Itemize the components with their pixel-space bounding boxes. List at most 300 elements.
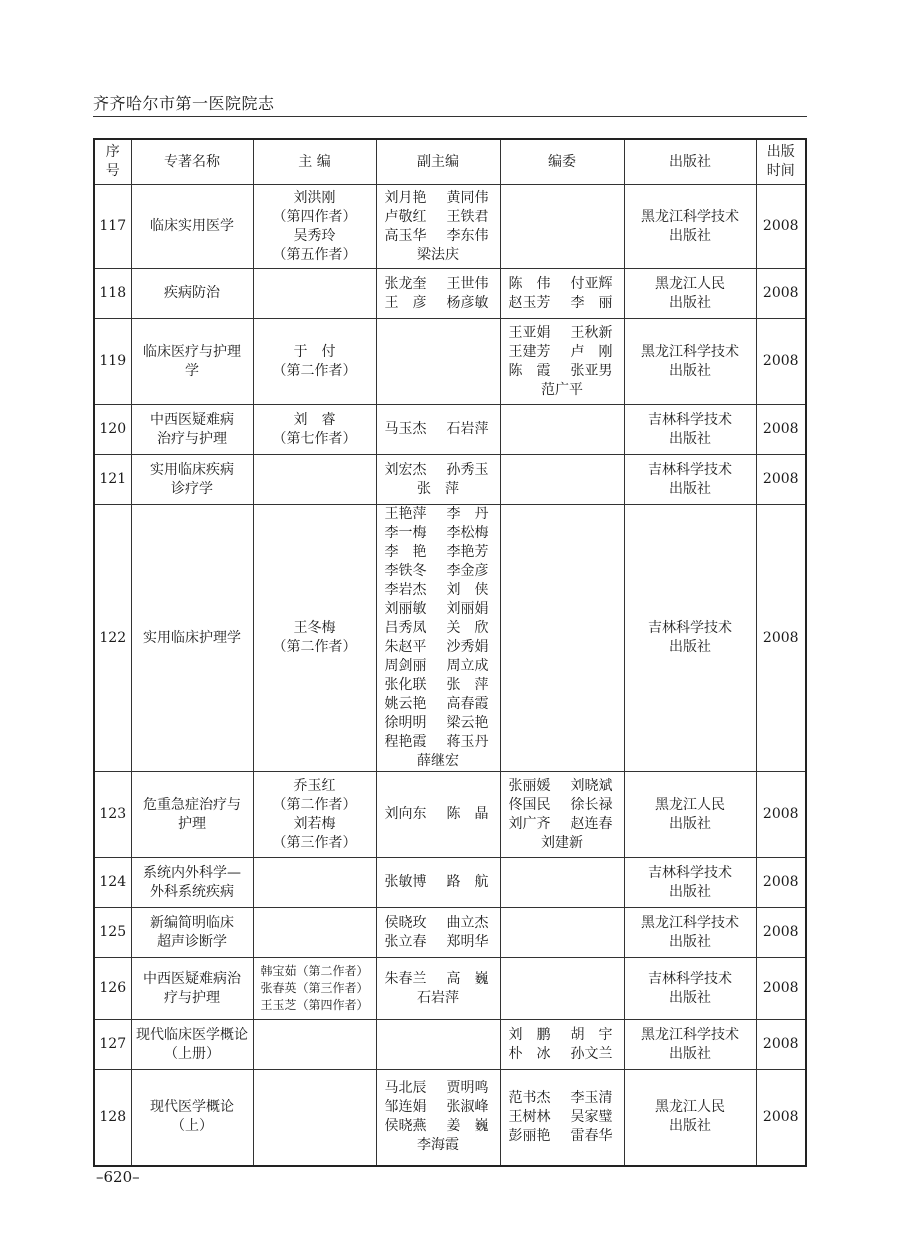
table-row xyxy=(94,908,806,958)
name-pair xyxy=(377,581,500,600)
header-committee: 编委 xyxy=(500,139,624,185)
editor-line: 吴秀玲 xyxy=(293,227,336,244)
person-name: 周剑丽 xyxy=(384,658,427,674)
cell-title xyxy=(131,185,253,269)
table-row xyxy=(94,319,806,405)
person-name: 陈 伟 xyxy=(508,275,551,292)
table-row xyxy=(94,858,806,908)
cell-publisher xyxy=(624,319,756,405)
name-pair xyxy=(377,733,500,752)
cell-seq xyxy=(94,858,131,908)
cell-deputy-editor xyxy=(376,269,500,319)
name-pair xyxy=(377,480,500,499)
person-name: 王 彦 xyxy=(384,294,427,311)
person-name: 雷春华 xyxy=(570,1127,613,1144)
seq-number: 124 xyxy=(99,874,127,890)
name-pair xyxy=(377,524,500,543)
editor-line: （第五作者） xyxy=(272,246,357,263)
person-name: 高 巍 xyxy=(446,970,489,987)
publisher-line: 吉林科学技术 xyxy=(648,864,732,881)
name-pair xyxy=(501,777,624,796)
title-line: （上册） xyxy=(164,1045,220,1062)
cell-title xyxy=(131,405,253,455)
title-line: （上） xyxy=(171,1118,213,1135)
person-name: 王树林 xyxy=(508,1108,551,1125)
person-name: 李 丹 xyxy=(446,506,489,522)
name-pair xyxy=(501,275,624,294)
cell-seq xyxy=(94,505,131,772)
name-pair xyxy=(377,227,500,246)
person-name: 刘向东 xyxy=(384,806,427,822)
table-row xyxy=(94,455,806,505)
person-name: 王建芳 xyxy=(508,343,551,360)
person-name: 高玉华 xyxy=(384,227,427,244)
person-name: 蒋玉丹 xyxy=(446,734,489,750)
cell-deputy-editor xyxy=(376,185,500,269)
person-name: 刘丽娟 xyxy=(446,601,489,617)
title-line: 超声诊断学 xyxy=(157,933,227,950)
name-pair xyxy=(501,1045,624,1064)
name-pair xyxy=(377,505,500,524)
seq-number: 121 xyxy=(99,471,127,487)
table-header-row xyxy=(94,139,806,185)
name-pair xyxy=(377,420,500,439)
cell-seq xyxy=(94,269,131,319)
monograph-table-container xyxy=(93,138,807,1167)
publisher-line: 出版社 xyxy=(669,1045,711,1062)
cell-publisher xyxy=(624,908,756,958)
header-title: 专著名称 xyxy=(131,139,253,185)
cell-editor xyxy=(253,185,376,269)
cell-editor xyxy=(253,319,376,405)
person-name: 薛继宏 xyxy=(417,753,459,769)
person-name: 张淑峰 xyxy=(446,1099,489,1116)
cell-seq xyxy=(94,908,131,958)
cell-year xyxy=(756,269,806,319)
person-name: 关 欣 xyxy=(446,620,489,636)
person-name: 杨彦敏 xyxy=(446,294,489,311)
person-name: 马玉杰 xyxy=(384,421,427,437)
table-row xyxy=(94,405,806,455)
cell-seq xyxy=(94,455,131,505)
person-name: 李铁冬 xyxy=(384,563,427,579)
person-name: 李金彦 xyxy=(446,563,489,579)
editor-line: （第四作者） xyxy=(272,208,357,225)
publication-year: 2008 xyxy=(762,285,799,301)
cell-deputy-editor xyxy=(376,1020,500,1070)
person-name: 吴家璧 xyxy=(570,1108,613,1125)
person-name: 李一梅 xyxy=(384,525,427,541)
header-year xyxy=(756,139,806,185)
title-line: 现代临床医学概论 xyxy=(136,1026,248,1043)
person-name: 王世伟 xyxy=(446,275,489,292)
publisher-line: 出版社 xyxy=(669,989,711,1006)
publication-year: 2008 xyxy=(762,980,799,996)
name-pair xyxy=(377,294,500,313)
header-seq xyxy=(94,139,131,185)
cell-title xyxy=(131,908,253,958)
name-pair xyxy=(501,1127,624,1146)
person-name: 梁云艳 xyxy=(446,715,489,731)
person-name: 张 萍 xyxy=(417,480,459,497)
person-name: 王秋新 xyxy=(570,324,613,341)
name-pair xyxy=(501,815,624,834)
person-name: 彭丽艳 xyxy=(508,1127,551,1144)
cell-publisher xyxy=(624,405,756,455)
publisher-line: 吉林科学技术 xyxy=(648,461,732,478)
name-pair xyxy=(377,1136,500,1155)
seq-number: 119 xyxy=(99,353,127,369)
person-name: 刘宏杰 xyxy=(384,461,427,478)
name-pair xyxy=(377,1098,500,1117)
header-editor: 主 编 xyxy=(253,139,376,185)
editor-line: 张春英（第三作者） xyxy=(260,981,369,995)
person-name: 李玉清 xyxy=(570,1089,613,1106)
person-name: 黄同伟 xyxy=(446,189,489,206)
cell-publisher xyxy=(624,958,756,1020)
publication-year: 2008 xyxy=(762,806,799,822)
cell-title xyxy=(131,1070,253,1166)
cell-title xyxy=(131,772,253,858)
person-name: 范广平 xyxy=(541,381,583,398)
cell-title xyxy=(131,455,253,505)
person-name: 吕秀凤 xyxy=(384,620,427,636)
editor-line: （第七作者） xyxy=(272,430,357,447)
person-name: 朱赵平 xyxy=(384,639,427,655)
title-line: 疗与护理 xyxy=(164,989,220,1006)
name-pair xyxy=(377,461,500,480)
running-head-title: 齐齐哈尔市第一医院院志 xyxy=(93,94,275,113)
person-name: 刘 鹏 xyxy=(508,1026,551,1043)
person-name: 张丽媛 xyxy=(508,777,551,794)
publisher-line: 黑龙江人民 xyxy=(655,1099,725,1116)
cell-publisher xyxy=(624,269,756,319)
cell-title xyxy=(131,319,253,405)
name-pair xyxy=(377,933,500,952)
person-name: 石岩萍 xyxy=(417,989,459,1006)
publisher-line: 吉林科学技术 xyxy=(648,970,732,987)
cell-deputy-editor xyxy=(376,1070,500,1166)
title-line: 治疗与护理 xyxy=(157,430,227,447)
name-pair xyxy=(501,294,624,313)
header-year-line-2: 时间 xyxy=(766,163,795,179)
cell-committee xyxy=(500,405,624,455)
header-deputy-editor: 副主编 xyxy=(376,139,500,185)
person-name: 陈 霞 xyxy=(508,362,551,379)
cell-seq xyxy=(94,405,131,455)
cell-seq xyxy=(94,772,131,858)
seq-number: 125 xyxy=(99,924,127,940)
name-pair xyxy=(501,1089,624,1108)
person-name: 侯晓燕 xyxy=(384,1118,427,1135)
cell-year xyxy=(756,1020,806,1070)
publication-year: 2008 xyxy=(762,353,799,369)
publication-year: 2008 xyxy=(762,629,799,646)
table-row xyxy=(94,505,806,772)
person-name: 李 艳 xyxy=(384,544,427,560)
cell-committee xyxy=(500,185,624,269)
person-name: 刘丽敏 xyxy=(384,601,427,617)
cell-editor xyxy=(253,505,376,772)
person-name: 范书杰 xyxy=(508,1089,551,1106)
cell-title xyxy=(131,858,253,908)
cell-seq xyxy=(94,1020,131,1070)
publisher-line: 出版社 xyxy=(669,480,711,497)
cell-year xyxy=(756,958,806,1020)
editor-line: （第二作者） xyxy=(272,362,357,379)
cell-deputy-editor xyxy=(376,772,500,858)
name-pair xyxy=(377,676,500,695)
cell-title xyxy=(131,269,253,319)
seq-number: 128 xyxy=(99,1108,127,1125)
cell-committee xyxy=(500,319,624,405)
seq-number: 122 xyxy=(99,629,127,646)
name-pair xyxy=(377,543,500,562)
editor-line: （第二作者） xyxy=(272,639,357,655)
cell-year xyxy=(756,505,806,772)
seq-number: 126 xyxy=(99,980,127,996)
cell-seq xyxy=(94,1070,131,1166)
person-name: 李岩杰 xyxy=(384,582,427,598)
name-pair xyxy=(377,989,500,1008)
cell-editor xyxy=(253,405,376,455)
title-line: 实用临床护理学 xyxy=(143,629,241,646)
cell-year xyxy=(756,908,806,958)
person-name: 贾明鸣 xyxy=(446,1080,489,1097)
person-name: 姜 巍 xyxy=(446,1118,489,1135)
person-name: 赵连春 xyxy=(570,815,613,832)
monograph-table xyxy=(93,138,807,1167)
name-pair xyxy=(377,714,500,733)
cell-committee xyxy=(500,1020,624,1070)
cell-committee xyxy=(500,269,624,319)
person-name: 刘 侠 xyxy=(446,582,489,598)
name-pair xyxy=(377,275,500,294)
person-name: 张 萍 xyxy=(446,677,489,693)
person-name: 胡 宇 xyxy=(570,1026,613,1043)
name-pair xyxy=(377,1079,500,1098)
name-pair xyxy=(501,1108,624,1127)
table-row xyxy=(94,269,806,319)
name-pair xyxy=(377,752,500,771)
cell-publisher xyxy=(624,1020,756,1070)
publication-year: 2008 xyxy=(762,471,799,487)
name-pair xyxy=(377,189,500,208)
cell-deputy-editor xyxy=(376,405,500,455)
editor-line: 刘洪刚 xyxy=(293,189,336,206)
cell-year xyxy=(756,858,806,908)
person-name: 马北辰 xyxy=(384,1080,427,1097)
name-pair xyxy=(501,1026,624,1045)
publication-year: 2008 xyxy=(762,1036,799,1052)
header-seq-line-1: 序 xyxy=(105,144,120,160)
cell-deputy-editor xyxy=(376,455,500,505)
title-line: 临床实用医学 xyxy=(150,218,234,234)
cell-committee xyxy=(500,1070,624,1166)
cell-title xyxy=(131,505,253,772)
publication-year: 2008 xyxy=(762,874,799,890)
title-line: 诊疗学 xyxy=(171,480,213,497)
table-row xyxy=(94,772,806,858)
cell-deputy-editor xyxy=(376,958,500,1020)
cell-publisher xyxy=(624,858,756,908)
table-body xyxy=(94,185,806,1166)
page-number: –620– xyxy=(96,1168,140,1186)
cell-title xyxy=(131,1020,253,1070)
cell-seq xyxy=(94,185,131,269)
publication-year: 2008 xyxy=(762,1108,799,1125)
publication-year: 2008 xyxy=(762,218,799,234)
person-name: 郑明华 xyxy=(446,933,489,950)
publisher-line: 黑龙江人民 xyxy=(655,796,725,813)
cell-year xyxy=(756,772,806,858)
person-name: 朴 冰 xyxy=(508,1045,551,1062)
name-pair xyxy=(377,246,500,265)
person-name: 张龙奎 xyxy=(384,275,427,292)
name-pair xyxy=(377,638,500,657)
person-name: 卢敬红 xyxy=(384,208,427,225)
name-pair xyxy=(377,805,500,824)
publisher-line: 出版社 xyxy=(669,294,711,311)
header-publisher: 出版社 xyxy=(624,139,756,185)
seq-number: 127 xyxy=(99,1036,127,1052)
cell-year xyxy=(756,1070,806,1166)
person-name: 朱春兰 xyxy=(384,970,427,987)
person-name: 张敏博 xyxy=(384,874,427,890)
name-pair xyxy=(501,381,624,400)
name-pair xyxy=(501,362,624,381)
cell-deputy-editor xyxy=(376,908,500,958)
cell-editor xyxy=(253,908,376,958)
person-name: 高春霞 xyxy=(446,696,489,712)
cell-editor xyxy=(253,1020,376,1070)
publisher-line: 出版社 xyxy=(669,362,711,379)
title-line: 中西医疑难病治 xyxy=(143,970,241,987)
person-name: 刘月艳 xyxy=(384,189,427,206)
name-pair xyxy=(377,208,500,227)
name-pair xyxy=(377,657,500,676)
name-pair xyxy=(377,873,500,892)
person-name: 沙秀娟 xyxy=(446,639,489,655)
title-line: 新编简明临床 xyxy=(150,914,234,931)
editor-line: 刘若梅 xyxy=(293,815,336,832)
publisher-line: 黑龙江科学技术 xyxy=(641,208,739,225)
person-name: 付亚辉 xyxy=(570,275,613,292)
seq-number: 118 xyxy=(99,285,127,301)
person-name: 姚云艳 xyxy=(384,696,427,712)
header-seq-line-2: 号 xyxy=(105,163,120,179)
person-name: 程艳霞 xyxy=(384,734,427,750)
title-line: 实用临床疾病 xyxy=(150,461,234,478)
editor-line: 于 付 xyxy=(293,343,336,360)
publication-year: 2008 xyxy=(762,924,799,940)
person-name: 刘广齐 xyxy=(508,815,551,832)
title-line: 现代医学概论 xyxy=(150,1099,234,1116)
cell-title xyxy=(131,958,253,1020)
cell-committee xyxy=(500,455,624,505)
cell-deputy-editor xyxy=(376,858,500,908)
publisher-line: 出版社 xyxy=(669,1118,711,1135)
person-name: 邹连娟 xyxy=(384,1099,427,1116)
title-line: 临床医疗与护理 xyxy=(143,343,241,360)
person-name: 徐明明 xyxy=(384,715,427,731)
cell-editor xyxy=(253,772,376,858)
publisher-line: 黑龙江科学技术 xyxy=(641,343,739,360)
cell-editor xyxy=(253,858,376,908)
person-name: 李东伟 xyxy=(446,227,489,244)
person-name: 张亚男 xyxy=(570,362,613,379)
cell-seq xyxy=(94,958,131,1020)
publication-year: 2008 xyxy=(762,421,799,437)
seq-number: 120 xyxy=(99,421,127,437)
editor-line: 乔玉红 xyxy=(293,777,336,794)
name-pair xyxy=(501,324,624,343)
publisher-line: 出版社 xyxy=(669,639,711,655)
publisher-line: 黑龙江人民 xyxy=(655,275,725,292)
cell-publisher xyxy=(624,455,756,505)
name-pair xyxy=(377,1117,500,1136)
person-name: 李松梅 xyxy=(446,525,489,541)
title-line: 外科系统疾病 xyxy=(150,883,234,900)
person-name: 陈 晶 xyxy=(446,806,489,822)
publisher-line: 出版社 xyxy=(669,883,711,900)
person-name: 王亚娟 xyxy=(508,324,551,341)
name-pair xyxy=(377,562,500,581)
person-name: 曲立杰 xyxy=(446,914,489,931)
cell-editor xyxy=(253,958,376,1020)
name-pair xyxy=(377,619,500,638)
person-name: 卢 刚 xyxy=(570,343,613,360)
person-name: 侯晓玫 xyxy=(384,914,427,931)
editor-line: 刘 睿 xyxy=(293,411,336,428)
person-name: 王铁君 xyxy=(446,208,489,225)
seq-number: 123 xyxy=(99,806,127,822)
title-line: 疾病防治 xyxy=(164,285,220,301)
cell-committee xyxy=(500,772,624,858)
cell-year xyxy=(756,185,806,269)
table-row xyxy=(94,185,806,269)
table-row xyxy=(94,1020,806,1070)
cell-committee xyxy=(500,505,624,772)
person-name: 王艳萍 xyxy=(384,506,427,522)
editor-line: （第二作者） xyxy=(272,796,357,813)
editor-line: 韩宝茹（第二作者） xyxy=(260,964,369,978)
editor-line: 王冬梅 xyxy=(293,620,336,636)
person-name: 石岩萍 xyxy=(446,421,489,437)
person-name: 张化联 xyxy=(384,677,427,693)
publisher-line: 出版社 xyxy=(669,815,711,832)
table-row xyxy=(94,958,806,1020)
cell-publisher xyxy=(624,772,756,858)
person-name: 徐长禄 xyxy=(570,796,613,813)
title-line: 中西医疑难病 xyxy=(150,411,234,428)
name-pair xyxy=(377,914,500,933)
name-pair xyxy=(377,970,500,989)
person-name: 孙文兰 xyxy=(570,1045,613,1062)
table-row xyxy=(94,1070,806,1166)
person-name: 刘晓斌 xyxy=(570,777,613,794)
cell-editor xyxy=(253,455,376,505)
person-name: 赵玉芳 xyxy=(508,294,551,311)
publisher-line: 出版社 xyxy=(669,430,711,447)
title-line: 系统内外科学— xyxy=(143,864,241,881)
cell-editor xyxy=(253,269,376,319)
person-name: 张立春 xyxy=(384,933,427,950)
cell-committee xyxy=(500,958,624,1020)
header-rule xyxy=(93,116,807,117)
person-name: 李艳芳 xyxy=(446,544,489,560)
editor-line: 王玉芝（第四作者） xyxy=(260,998,369,1012)
